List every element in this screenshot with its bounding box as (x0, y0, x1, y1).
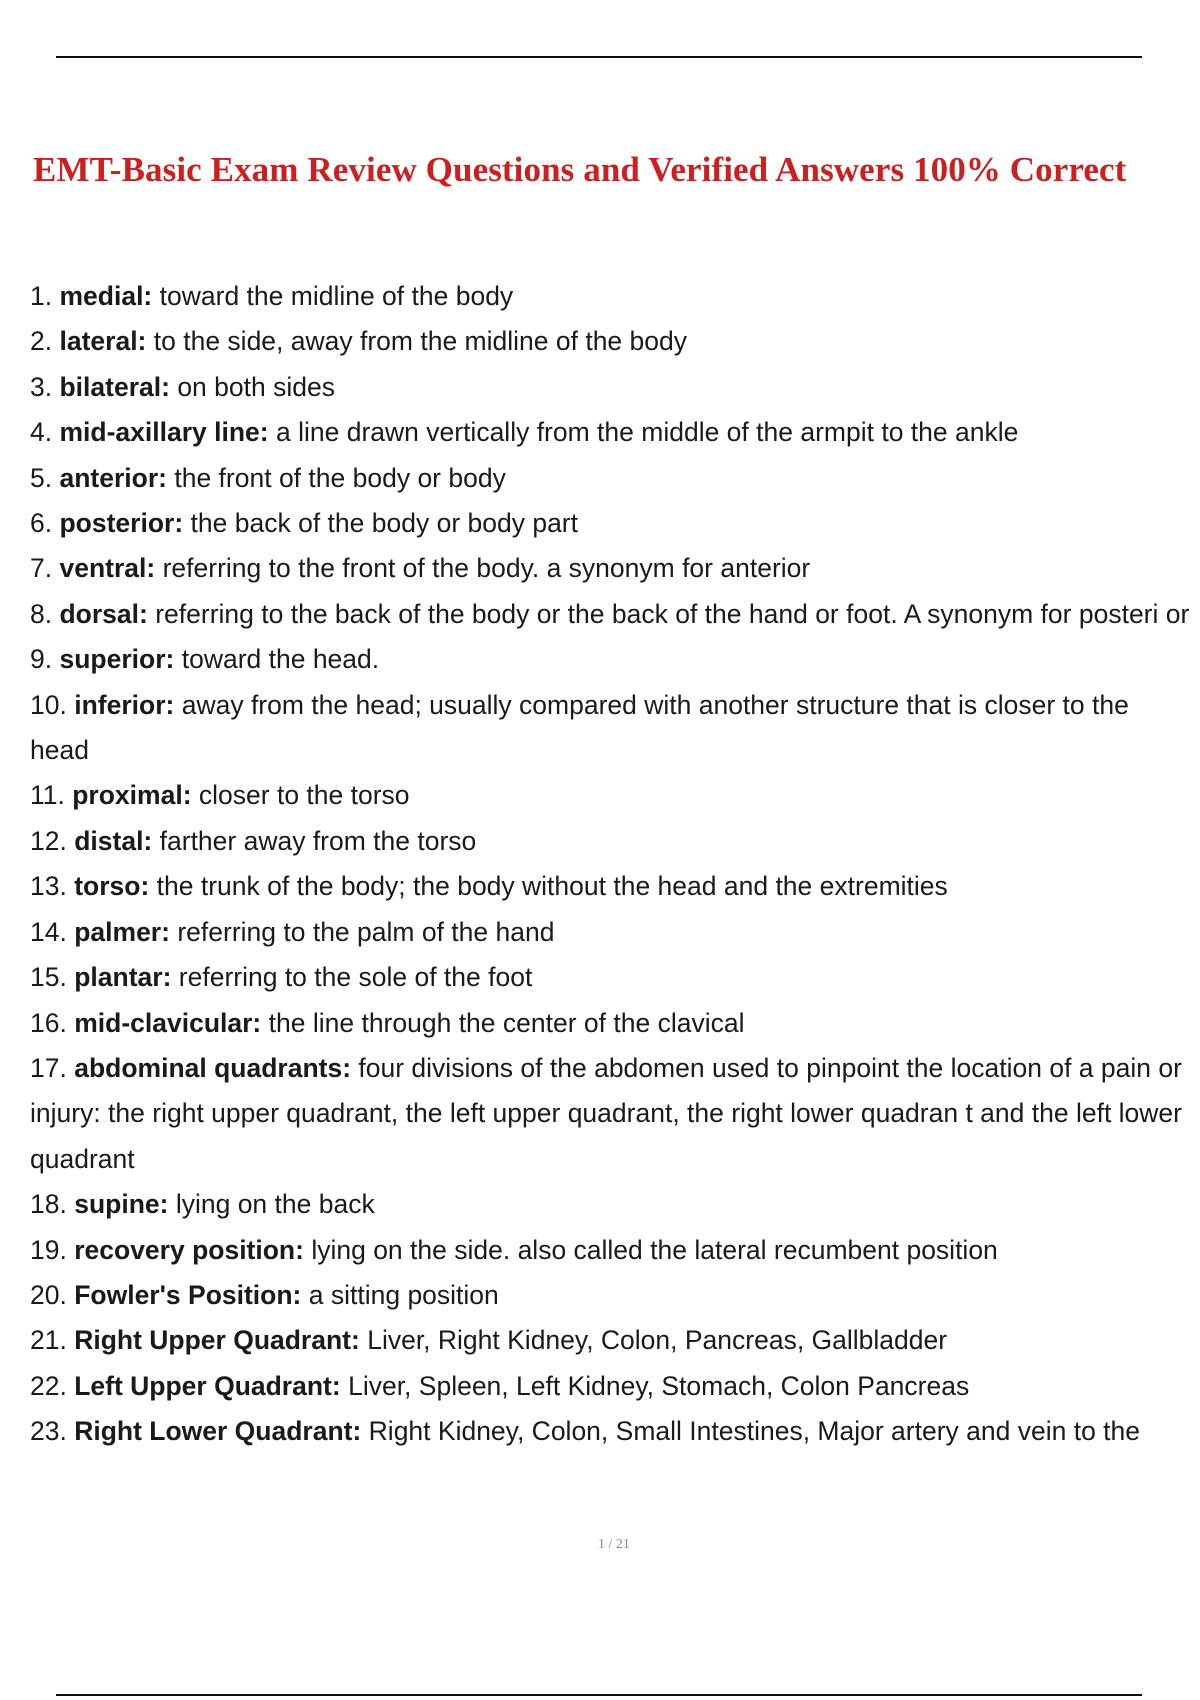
qa-item (30, 819, 1190, 864)
item-definition: on both sides (177, 371, 335, 402)
qa-item (30, 1046, 1190, 1182)
bottom-rule (56, 1694, 1142, 1696)
qa-item (30, 365, 1190, 410)
item-term: Right Lower Quadrant: (74, 1416, 362, 1447)
qa-item (30, 410, 1190, 455)
item-number: 16. (30, 1007, 67, 1038)
top-rule (56, 56, 1142, 58)
item-number: 18. (30, 1189, 67, 1220)
item-term: mid-clavicular: (74, 1007, 262, 1038)
item-definition: a line drawn vertically from the middle of the armpit to the ankle (276, 417, 1019, 448)
item-term: palmer: (74, 916, 170, 947)
item-term: anterior: (59, 462, 167, 493)
item-number: 17. (30, 1052, 67, 1083)
qa-item (30, 1228, 1190, 1273)
item-definition: the back of the body or body part (190, 508, 578, 539)
page-number: 1 / 21 (598, 1537, 630, 1552)
qa-item (30, 1001, 1190, 1046)
item-number: 20. (30, 1279, 67, 1310)
qa-item (30, 319, 1190, 364)
qa-item (30, 592, 1190, 637)
item-term: ventral: (59, 553, 156, 584)
item-number: 2. (30, 326, 53, 357)
qa-item (30, 546, 1190, 591)
item-term: proximal: (72, 780, 192, 811)
item-definition: referring to the sole of the foot (178, 962, 533, 993)
item-number: 6. (30, 508, 53, 539)
qa-item (30, 1318, 1190, 1363)
item-term: recovery position: (74, 1234, 304, 1265)
item-definition: the front of the body or body (174, 462, 506, 493)
item-term: Right Upper Quadrant: (74, 1325, 360, 1356)
item-definition: Right Kidney, Colon, Small Intestines, Major artery and vein to the (368, 1416, 1141, 1447)
qa-item (30, 1364, 1190, 1409)
item-definition: referring to the palm of the hand (177, 916, 555, 947)
item-number: 4. (30, 417, 53, 448)
item-definition: farther away from the torso (159, 825, 477, 856)
qa-item (30, 456, 1190, 501)
document-title: EMT-Basic Exam Review Questions and Verified Answers 100% Correct (33, 150, 1127, 189)
item-definition: toward the midline of the body (159, 281, 514, 311)
item-definition: lying on the back (175, 1189, 375, 1220)
qa-item (30, 683, 1190, 774)
item-definition: a sitting position (308, 1279, 499, 1310)
item-number: 13. (30, 871, 67, 902)
item-number: 21. (30, 1325, 67, 1356)
item-term: torso: (74, 871, 150, 902)
item-definition: the line through the center of the clavical (268, 1007, 745, 1038)
item-number: 9. (30, 644, 53, 675)
item-term: bilateral: (59, 371, 170, 402)
item-definition: referring to the front of the body. a synonym for anterior (162, 553, 811, 584)
item-term: supine: (74, 1189, 169, 1220)
item-term: Fowler's Position: (74, 1279, 302, 1310)
qa-item (30, 274, 1190, 319)
qa-item (30, 1409, 1190, 1454)
qa-item (30, 1273, 1190, 1318)
item-term: mid-axillary line: (59, 417, 269, 448)
item-number: 19. (30, 1234, 67, 1265)
item-definition: four divisions of the abdomen used to pinpoint the location of a pain or injury: the right upper quadrant, the left upper quadrant, the right lower quadran t and the left lower quadrant (30, 1052, 1182, 1174)
item-term: plantar: (74, 962, 172, 993)
item-number: 22. (30, 1370, 67, 1401)
qa-item (30, 1182, 1190, 1227)
qa-list (30, 274, 1190, 1455)
item-number: 14. (30, 916, 67, 947)
qa-item (30, 773, 1190, 818)
item-term: distal: (74, 825, 153, 856)
qa-item (30, 910, 1190, 955)
item-number: 7. (30, 553, 53, 584)
item-definition: away from the head; usually compared with another structure that is closer to the head (30, 689, 1129, 766)
item-number: 3. (30, 371, 53, 402)
qa-item (30, 501, 1190, 546)
item-definition: referring to the back of the body or the back of the hand or foot. A synonym for posteri or (155, 598, 1190, 629)
item-number: 12. (30, 825, 67, 856)
item-definition: to the side, away from the midline of the body (153, 326, 688, 357)
item-definition: closer to the torso (198, 780, 410, 811)
item-number: 10. (30, 689, 67, 720)
item-number: 5. (30, 462, 53, 493)
item-term: Left Upper Quadrant: (74, 1370, 341, 1401)
item-term: medial: (59, 281, 153, 311)
qa-item (30, 864, 1190, 909)
item-definition: Liver, Right Kidney, Colon, Pancreas, Gallbladder (367, 1325, 948, 1356)
item-number: 8. (30, 598, 53, 629)
item-definition: Liver, Spleen, Left Kidney, Stomach, Colon Pancreas (348, 1370, 970, 1401)
item-number: 15. (30, 962, 67, 993)
item-term: superior: (59, 644, 175, 675)
item-definition: the trunk of the body; the body without the head and the extremities (156, 871, 948, 902)
item-number: 23. (30, 1416, 67, 1447)
item-term: dorsal: (59, 598, 148, 629)
qa-item (30, 637, 1190, 682)
item-term: posterior: (59, 508, 184, 539)
item-definition: lying on the side. also called the lateral recumbent position (311, 1234, 998, 1265)
item-number: 1. (30, 281, 53, 311)
qa-item (30, 955, 1190, 1000)
item-term: lateral: (59, 326, 147, 357)
item-term: inferior: (74, 689, 175, 720)
item-term: abdominal quadrants: (74, 1052, 352, 1083)
item-number: 11. (30, 780, 65, 811)
item-definition: toward the head. (181, 644, 380, 675)
